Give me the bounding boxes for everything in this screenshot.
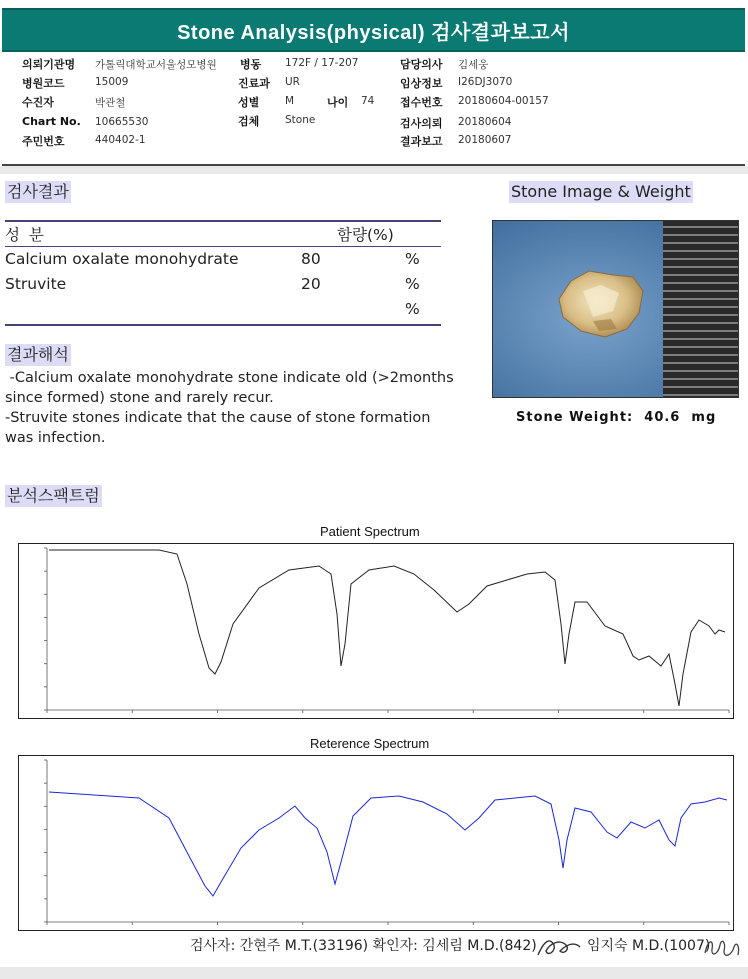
label-specimen: 검체 [238,115,260,128]
patient-spectrum-chart [18,543,734,719]
interpretation-line: was infection. [5,430,106,446]
value-attending-doctor: 김세웅 [458,59,489,71]
label-attending-doctor: 담당의사 [400,58,443,71]
value-resident-number: 440402-1 [95,134,146,146]
component-value: 80 [301,250,321,268]
label-chart-no: Chart No. [22,115,81,128]
value-sex: M [285,95,295,107]
value-patient-name: 박관철 [95,97,126,109]
label-sex: 성별 [238,96,260,109]
stone-image-heading: Stone Image & Weight [511,182,691,201]
component-unit: % [405,250,420,268]
component-unit: % [405,275,420,293]
spectrum-trace [49,792,727,896]
signature-kim-selim [536,933,582,961]
separator-band [0,166,748,174]
value-test-request-date: 20180604 [458,116,512,128]
reference-spectrum-plot [19,756,733,930]
table-bottom-rule [5,324,441,326]
spectrum-axes [44,760,729,925]
component-name: Struvite [5,275,67,293]
value-clinical-info: I26DJ3070 [458,76,513,88]
spectra-heading: 분석스팩트럼 [7,486,100,505]
value-requesting-institution: 가톨릭대학교서울성모병원 [95,59,217,71]
spectrum-axes [44,548,729,713]
signature-lim-jisuk [702,933,744,963]
label-requesting-institution: 의뢰기관명 [22,58,76,71]
spectrum-trace [49,550,725,706]
col-header-component: 성 분 [5,226,46,244]
stone-photo [492,220,739,398]
label-patient-name: 수진자 [22,96,54,109]
stone-weight: Stone Weight: 40.6 mg [516,410,717,425]
report-title: Stone Analysis(physical) 검사결과보고서 [2,8,745,52]
label-report-date: 결과보고 [400,135,443,148]
value-age: 74 [361,95,375,107]
reference-spectrum-title: Reterence Spectrum [310,736,430,751]
table-header-rule [5,246,441,247]
component-value: 20 [301,275,321,293]
label-department: 진료과 [238,77,270,90]
label-hospital-code: 병원코드 [22,77,65,90]
interpretation-line: -Struvite stones indicate that the cause of stone formation [5,410,431,426]
value-receipt-number: 20180604-00157 [458,95,549,107]
value-ward: 172F / 17-207 [285,57,359,69]
label-resident-number: 주민번호 [22,135,65,148]
label-receipt-number: 접수번호 [400,96,443,109]
bottom-band [0,967,748,979]
patient-spectrum-title: Patient Spectrum [320,524,420,539]
label-ward: 병동 [240,58,262,71]
patient-info-panel [2,52,745,166]
signature-line: 검사자: 간현주 M.T.(33196) 확인자: 김세림 M.D.(842) [190,938,537,954]
col-header-amount: 함량(%) [337,226,394,244]
table-top-rule [5,220,441,222]
value-specimen: Stone [285,114,316,126]
component-name: Calcium oxalate monohydrate [5,250,239,268]
interpretation-line: since formed) stone and rarely recur. [5,390,274,406]
value-hospital-code: 15009 [95,76,129,88]
label-age: 나이 [327,96,349,109]
value-chart-no: 10665530 [95,116,149,128]
patient-spectrum-plot [19,544,733,718]
component-unit: % [405,300,420,318]
interpretation-heading: 결과해석 [7,345,69,364]
signature-line-2: 임지숙 M.D.(1007) [587,938,711,954]
interpretation-line: -Calcium oxalate monohydrate stone indicate old (>2months [5,370,454,386]
label-clinical-info: 임상정보 [400,77,443,90]
stone-photo-graphic [493,221,738,397]
value-report-date: 20180607 [458,134,512,146]
value-department: UR [285,76,300,88]
label-test-request-date: 검사의뢰 [400,117,443,130]
reference-spectrum-chart [18,755,734,931]
results-heading: 검사결과 [7,182,69,201]
